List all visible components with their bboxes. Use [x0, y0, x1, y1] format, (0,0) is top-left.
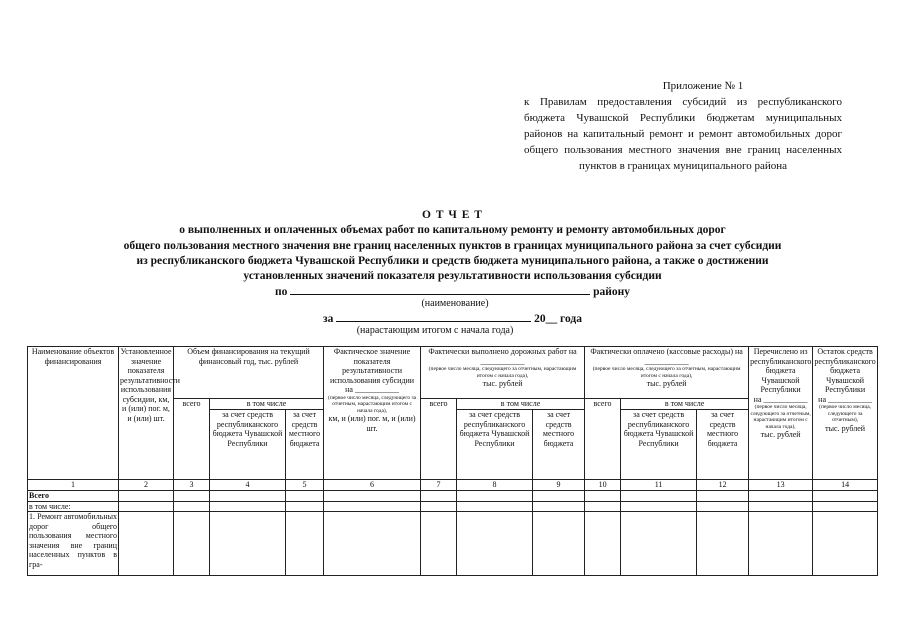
done-label: Фактически выполнено дорожных работ на ___________ [428, 347, 577, 366]
table-cell[interactable] [286, 490, 324, 501]
actual-value-label: Фактическое значение показателя результативности использования субсидии [329, 347, 415, 385]
column-number: 8 [457, 480, 533, 491]
including-row [28, 501, 878, 512]
report-subtitle-2: общего пользования местного значения вне границ населенных пунктов в границах муниципального района за счет субсидии [123, 240, 782, 252]
table-cell[interactable] [585, 512, 621, 576]
table-cell[interactable] [119, 501, 174, 512]
za-label: за [323, 313, 334, 325]
transferred-on: на ___________ [753, 394, 808, 404]
paid-loc-budget-header: за счет средств местного бюджета [697, 410, 749, 480]
report-subtitle-3: из республиканского бюджета Чувашской Республики и средств бюджета муниципального района, а также о достижении [136, 255, 769, 267]
column-numbers-row [28, 480, 878, 491]
report-table [27, 346, 878, 576]
table-cell[interactable] [457, 501, 533, 512]
column-number: 13 [749, 480, 813, 491]
table-cell[interactable] [119, 490, 174, 501]
appendix-body: к Правилам предоставления субсидий из республиканского бюджета Чувашской Республики бюджетам муниципальных районов на капитальный ремонт и ремонт автомобильных дорог общего пользования местного значения вне границ населенных пунктов в границах муниципального района [524, 96, 842, 172]
table-cell[interactable] [533, 501, 585, 512]
col-transferred-header [749, 347, 813, 480]
column-number: 11 [621, 480, 697, 491]
table-cell[interactable] [119, 512, 174, 576]
done-including-header: в том числе [457, 399, 585, 410]
appendix-title: Приложение № 1 [662, 80, 744, 92]
table-cell[interactable] [174, 501, 210, 512]
paid-label: Фактически оплачено (кассовые расходы) на ___________ [590, 347, 743, 366]
volume-rep-budget-header: за счет средств республиканского бюджета Чувашской Республики [210, 410, 286, 480]
district-name-field[interactable] [290, 283, 590, 295]
transferred-label: Перечислено из республиканского бюджета Чувашской Республики [750, 347, 812, 394]
done-loc-budget-header: за счет средств местного бюджета [533, 410, 585, 480]
table-cell[interactable] [457, 490, 533, 501]
table-cell[interactable] [533, 490, 585, 501]
table-cell[interactable] [749, 490, 813, 501]
table-cell[interactable] [697, 501, 749, 512]
col-done-header [421, 347, 585, 399]
remainder-note: (первое число месяца, следующего за отчетным), [819, 404, 872, 423]
actual-value-units: км, и (или) пог. м, и (или) шт. [328, 414, 416, 433]
table-cell[interactable] [174, 490, 210, 501]
column-number: 10 [585, 480, 621, 491]
col-paid-header [585, 347, 749, 399]
column-number: 7 [421, 480, 457, 491]
volume-total-header: всего [174, 399, 210, 480]
table-cell[interactable] [749, 512, 813, 576]
table-cell[interactable] [621, 490, 697, 501]
item-row-1-label: 1. Ремонт автомобильных дорог общего пользования местного значения вне границ населенных пунктов в гра- [28, 512, 119, 576]
report-subtitle-1: о выполненных и оплаченных объемах работ по капитальному ремонту и ремонту автомобильных дорог [179, 224, 726, 236]
table-cell[interactable] [585, 490, 621, 501]
table-cell[interactable] [286, 512, 324, 576]
table-cell[interactable] [533, 512, 585, 576]
report-title: О Т Ч Е Т [422, 209, 483, 221]
po-label: по [274, 286, 288, 298]
table-cell[interactable] [286, 501, 324, 512]
paid-total-header: всего [585, 399, 621, 480]
table-cell[interactable] [210, 490, 286, 501]
name-hint: (наименование) [421, 298, 489, 309]
col-target-header: Установленное значение показателя результативности использования субсидии, км, и (или) пог. м, и (или) шт. [119, 347, 174, 480]
table-cell[interactable] [813, 501, 878, 512]
table-cell[interactable] [621, 501, 697, 512]
col-name-header: Наименование объектов финансирования [28, 347, 119, 480]
table-cell[interactable] [421, 490, 457, 501]
col-actual-value-header [324, 347, 421, 480]
transferred-note: (первое число месяца, следующего за отчетным, нарастающим итогом с начала года), [750, 404, 811, 430]
remainder-units: тыс. рублей [825, 423, 866, 433]
cumulative-hint: (нарастающим итогом с начала года) [356, 325, 514, 336]
table-cell[interactable] [421, 501, 457, 512]
done-note: (первое число месяца, следующего за отчетным, нарастающим итогом с начала года), [428, 366, 577, 379]
table-cell[interactable] [324, 501, 421, 512]
remainder-label: Остаток средств республиканского бюджета Чувашской Республики [814, 347, 876, 394]
table-cell[interactable] [210, 501, 286, 512]
paid-units: тыс. рублей [646, 379, 687, 388]
volume-including-header: в том числе [210, 399, 324, 410]
column-number: 4 [210, 480, 286, 491]
column-number: 12 [697, 480, 749, 491]
column-number: 1 [28, 480, 119, 491]
column-number: 2 [119, 480, 174, 491]
table-cell[interactable] [457, 512, 533, 576]
done-total-header: всего [421, 399, 457, 480]
done-rep-budget-header: за счет средств республиканского бюджета Чувашской Республики [457, 410, 533, 480]
table-cell[interactable] [421, 512, 457, 576]
table-cell[interactable] [174, 512, 210, 576]
period-field[interactable] [336, 310, 531, 322]
table-cell[interactable] [813, 490, 878, 501]
year-label: 20__ года [534, 313, 582, 325]
district-label: району [593, 286, 631, 298]
volume-loc-budget-header: за счет средств местного бюджета [286, 410, 324, 480]
col-volume-header: Объем финансирования на текущий финансовый год, тыс. рублей [174, 347, 324, 399]
done-units: тыс. рублей [482, 379, 523, 388]
total-row-label: Всего [28, 490, 119, 501]
table-cell[interactable] [813, 512, 878, 576]
column-number: 5 [286, 480, 324, 491]
item-row-1 [28, 512, 878, 576]
column-number: 6 [324, 480, 421, 491]
table-cell[interactable] [324, 490, 421, 501]
column-number: 3 [174, 480, 210, 491]
table-cell[interactable] [585, 501, 621, 512]
table-cell[interactable] [749, 501, 813, 512]
actual-value-on: на ___________ [345, 385, 399, 394]
column-number: 9 [533, 480, 585, 491]
transferred-units: тыс. рублей [760, 430, 801, 439]
column-number: 14 [813, 480, 878, 491]
table-cell[interactable] [621, 512, 697, 576]
paid-including-header: в том числе [621, 399, 749, 410]
actual-value-note: (первое число месяца, следующего за отчетным, нарастающим итогом с начала года), [327, 394, 417, 414]
table-cell[interactable] [210, 512, 286, 576]
table-cell[interactable] [697, 512, 749, 576]
paid-rep-budget-header: за счет средств республиканского бюджета Чувашской Республики [621, 410, 697, 480]
appendix-block [524, 78, 842, 174]
report-subtitle-4: установленных значений показателя результативности использования субсидии [243, 270, 662, 282]
total-row [28, 490, 878, 501]
table-cell[interactable] [324, 512, 421, 576]
col-remainder-header [813, 347, 878, 480]
including-row-label: в том числе: [28, 501, 119, 512]
table-cell[interactable] [697, 490, 749, 501]
paid-note: (первое число месяца, следующего за отчетным, нарастающим итогом с начала года), [592, 366, 741, 379]
remainder-on: на ___________ [818, 394, 873, 404]
